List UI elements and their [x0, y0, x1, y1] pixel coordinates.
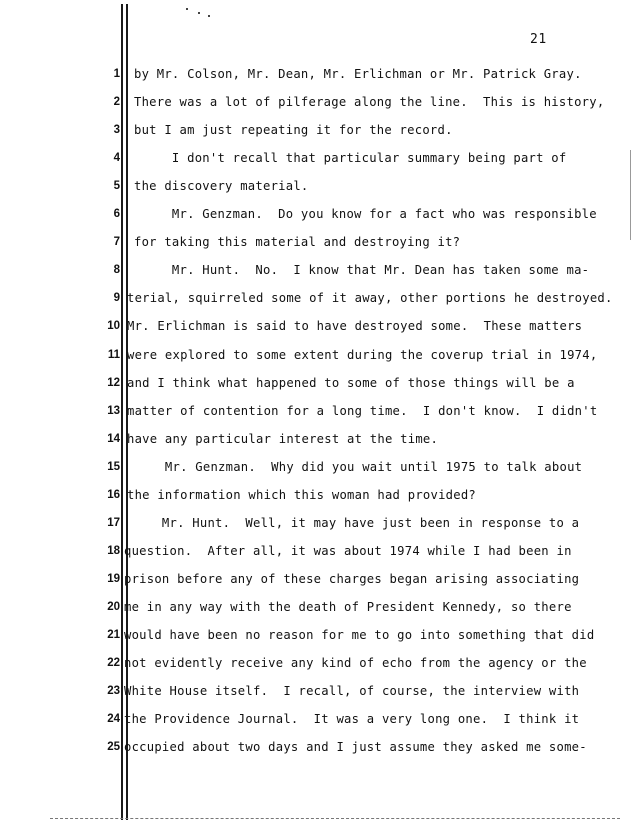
transcript-line: Mr. Genzman. Why did you wait until 1975 to talk about: [127, 459, 583, 474]
line-number: 10: [107, 320, 120, 333]
line-number: 12: [107, 376, 120, 389]
line-number: 24: [107, 713, 120, 726]
line-number: 18: [107, 544, 120, 557]
line-number: 15: [107, 460, 120, 473]
transcript-line: There was a lot of pilferage along the line. This is history,: [134, 95, 605, 110]
line-number: 5: [113, 180, 120, 193]
scan-speck: [198, 12, 200, 14]
transcript-line: prison before any of these charges began arising associating: [124, 571, 580, 586]
transcript-line: Mr. Hunt. No. I know that Mr. Dean has taken some ma-: [134, 263, 590, 278]
line-number: 7: [113, 236, 120, 249]
bottom-edge-dashes: [50, 818, 620, 819]
right-edge-mark: [630, 150, 631, 240]
transcript-line: have any particular interest at the time.: [127, 431, 439, 446]
line-number: 2: [113, 96, 120, 109]
line-number: 9: [113, 292, 120, 305]
transcript-line: but I am just repeating it for the record.: [134, 123, 453, 138]
transcript-line: me in any way with the death of President Kennedy, so there: [124, 599, 572, 614]
transcript-line: terial, squirreled some of it away, other portions he destroyed.: [127, 291, 613, 306]
line-number: 22: [107, 657, 120, 670]
line-number: 6: [113, 208, 120, 221]
line-number: 16: [107, 488, 120, 501]
transcript-line: the Providence Journal. It was a very long one. I think it: [124, 712, 580, 727]
line-number: 1: [113, 68, 120, 80]
transcript-line: occupied about two days and I just assume they asked me some-: [124, 740, 587, 755]
transcript-line: White House itself. I recall, of course, the interview with: [124, 684, 580, 699]
scan-speck: [208, 15, 210, 17]
line-number: 20: [107, 600, 120, 613]
transcript-line: matter of contention for a long time. I don't know. I didn't: [127, 403, 598, 418]
line-number: 17: [107, 516, 120, 529]
line-number: 4: [113, 152, 120, 165]
transcript-line: and I think what happened to some of those things will be a: [127, 375, 575, 390]
transcript-line: would have been no reason for me to go into something that did: [124, 628, 595, 642]
transcript-line: Mr. Erlichman is said to have destroyed some. These matters: [127, 319, 583, 334]
line-number: 19: [107, 572, 120, 585]
page-number: 21: [530, 32, 547, 47]
line-number: 3: [113, 124, 120, 137]
transcript-line: for taking this material and destroying it?: [134, 235, 461, 250]
line-number: 23: [107, 685, 120, 698]
transcript-line: by Mr. Colson, Mr. Dean, Mr. Erlichman or Mr. Patrick Gray.: [134, 67, 582, 81]
transcript-line: the discovery material.: [134, 179, 309, 194]
line-number: 8: [113, 264, 120, 277]
line-number: 14: [107, 432, 120, 445]
scan-speck: [186, 8, 188, 10]
transcript-line: Mr. Hunt. Well, it may have just been in response to a: [124, 515, 580, 530]
line-number: 13: [107, 404, 120, 417]
margin-rule-left: [121, 4, 123, 820]
transcript-line: not evidently receive any kind of echo from the agency or the: [124, 656, 587, 671]
transcript-line: I don't recall that particular summary being part of: [134, 151, 567, 166]
line-number: 21: [107, 629, 120, 641]
transcript-line: question. After all, it was about 1974 while I had been in: [124, 543, 572, 558]
line-number: 11: [107, 348, 120, 361]
line-number: 25: [107, 741, 120, 754]
transcript-line: were explored to some extent during the coverup trial in 1974,: [127, 347, 598, 362]
transcript-line: the information which this woman had provided?: [127, 487, 477, 502]
transcript-line: Mr. Genzman. Do you know for a fact who was responsible: [134, 207, 597, 222]
